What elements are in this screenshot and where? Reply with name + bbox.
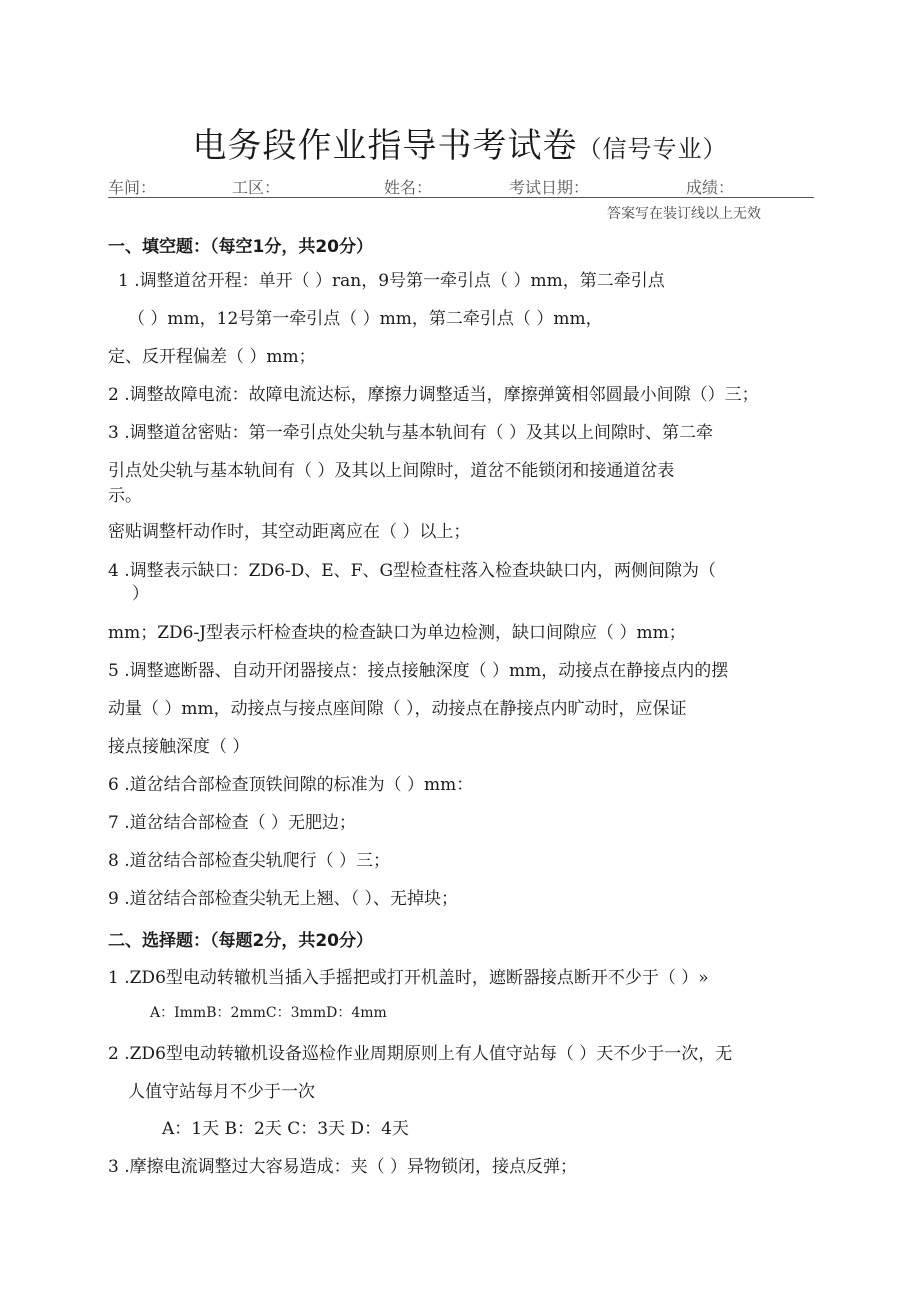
question-line: 7 .道岔结合部检查（ ）无肥边； — [108, 813, 357, 833]
question-line: 示。 — [108, 486, 142, 506]
question-line: 人值守站每月不少于一次 — [128, 1082, 315, 1102]
section-heading-fill: 一、填空题：（每空1分，共20分） — [108, 237, 373, 257]
choice-options: A：1天 B：2天 C：3天 D：4天 — [162, 1119, 409, 1139]
question-line: 1 .调整道岔开程：单开（ ）ran，9号第一牵引点（ ）mm，第二牵引点 — [118, 271, 665, 291]
name-label: 姓名： — [384, 178, 433, 197]
info-bar — [108, 175, 814, 198]
section-label: 工区： — [232, 178, 281, 197]
question-line: 8 .道岔结合部检查尖轨爬行（ ）三； — [108, 851, 391, 871]
question-line: 接点接触深度（ ） — [108, 737, 250, 757]
question-line: 5 .调整遮断器、自动开闭器接点：接点接触深度（ ）mm，动接点在静接点内的摆 — [108, 661, 729, 681]
choice-options: A：ImmB：2mmC：3mmD：4mm — [150, 1005, 387, 1021]
question-line: 9 .道岔结合部检查尖轨无上翘、（ ）、无掉块； — [108, 889, 459, 909]
exam-date-label: 考试日期： — [509, 178, 590, 197]
question-line: 4 .调整表示缺口：ZD6-D、E、F、G型检查柱落入检查块缺口内，两侧间隙为（ — [108, 561, 717, 581]
question-line: 1 .ZD6型电动转辙机当插入手摇把或打开机盖时，遮断器接点断开不少于（ ）» — [108, 968, 709, 988]
question-line: 动量（ ）mm，动接点与接点座间隙（ ），动接点在静接点内旷动时，应保证 — [108, 699, 687, 719]
score-label: 成绩： — [686, 178, 735, 197]
question-line: 3 .摩擦电流调整过大容易造成：夹（ ）异物锁闭，接点反弹； — [108, 1157, 578, 1177]
title-main: 电务段作业指导书考试卷 — [192, 126, 578, 166]
question-line: ） — [132, 584, 149, 604]
binding-note: 答案写在装订线以上无效 — [607, 206, 761, 222]
section-heading-choice: 二、选择题：（每题2分，共20分） — [108, 931, 373, 951]
workshop-label: 车间： — [108, 178, 157, 197]
question-line: 定、反开程偏差（ ）mm； — [108, 347, 316, 367]
question-line: 3 .调整道岔密贴：第一牵引点处尖轨与基本轨间有（ ）及其以上间隙时、第二牵 — [108, 423, 714, 443]
question-line: （ ）mm，12号第一牵引点（ ）mm，第二牵引点（ ）mm， — [128, 309, 603, 329]
question-line: 2 .调整故障电流：故障电流达标，摩擦力调整适当，摩擦弹簧相邻圆最小间隙（）三； — [108, 385, 759, 405]
page-title — [0, 118, 920, 167]
title-subtitle: （信号专业） — [577, 135, 728, 163]
question-line: 6 .道岔结合部检查顶铁间隙的标准为（ ）mm： — [108, 775, 474, 795]
question-line: 引点处尖轨与基本轨间有（ ）及其以上间隙时，道岔不能锁闭和接通道岔表 — [108, 461, 675, 481]
question-line: 密贴调整杆动作时，其空动距离应在（ ）以上； — [108, 522, 471, 542]
question-line: 2 .ZD6型电动转辙机设备巡检作业周期原则上有人值守站每（ ）天不少于一次，无 — [108, 1044, 733, 1064]
question-line: mm；ZD6-J型表示杆检查块的检查缺口为单边检测，缺口间隙应（ ）mm； — [108, 623, 686, 643]
